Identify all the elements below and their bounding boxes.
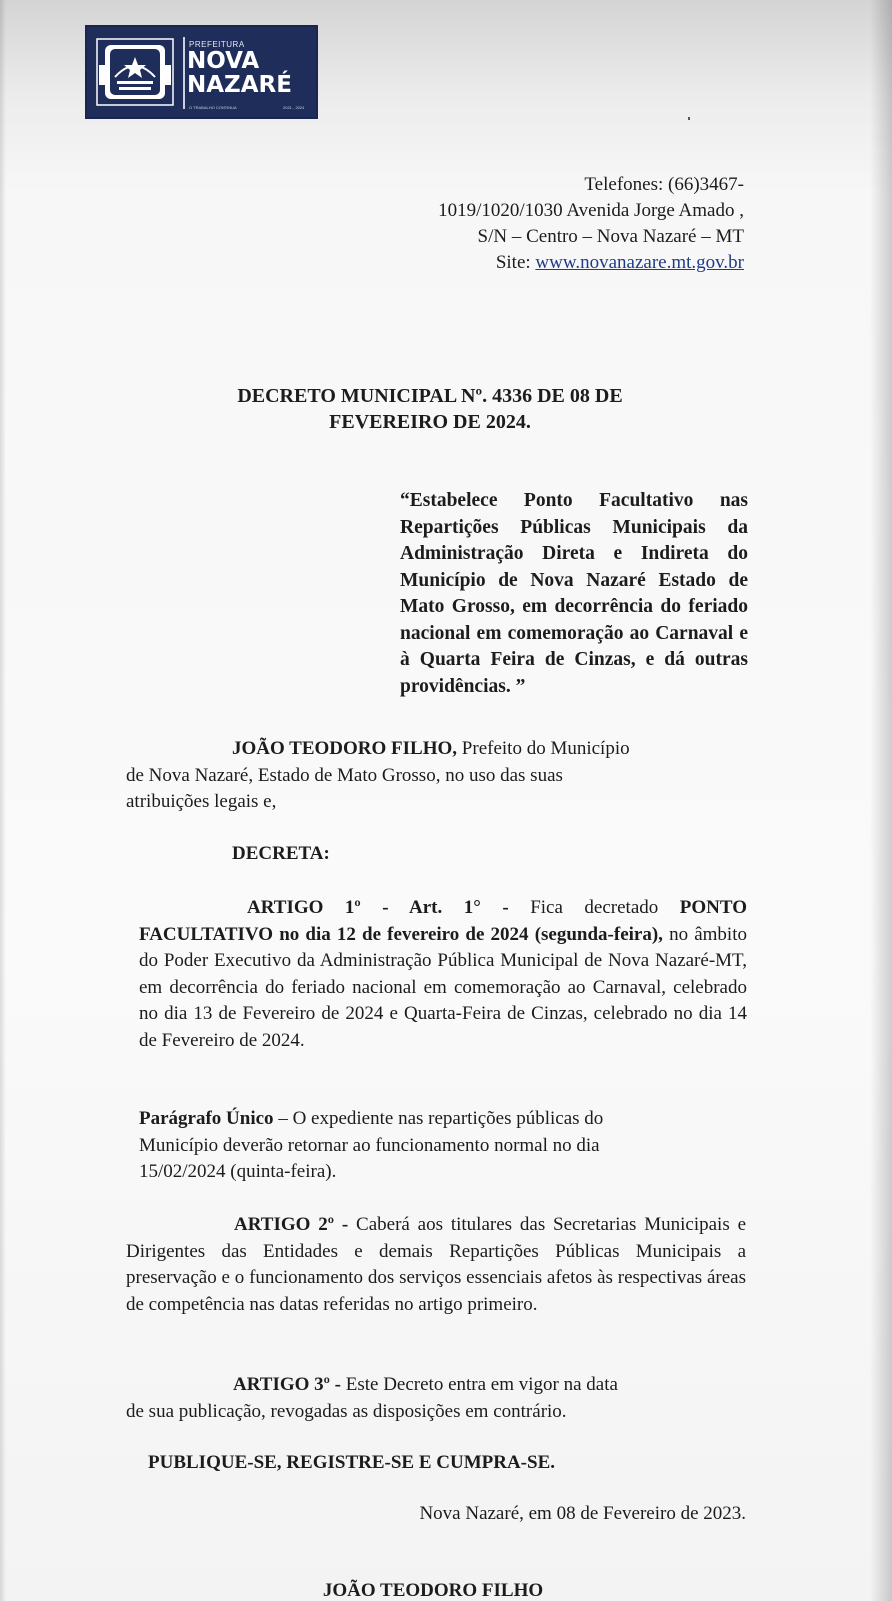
paragrafo-label: Parágrafo Único: [139, 1108, 274, 1129]
logo-year: 2021 - 2024: [283, 105, 305, 110]
decreta-heading: DECRETA:: [232, 843, 330, 864]
decree-intro: JOÃO TEODORO FILHO, Prefeito do Município de Nova Nazaré, Estado de Mato Grosso, no uso das suas atribuições legais e,: [126, 738, 630, 812]
decree-ementa: “Estabelece Ponto Facultativo nas Repartições Públicas Municipais da Administração Direta e Indireta do Município de Nova Nazaré Estado de Mato Grosso, em decorrência do feriado nacional em comemoração ao Carnaval e à Quarta Feira de Cinzas, e dá outras providências. ”: [400, 490, 748, 697]
logo-prefix: PREFEITURA: [189, 40, 245, 49]
signature-name: JOÃO TEODORO FILHO: [322, 1580, 544, 1601]
paragrafo-unico: Parágrafo Único – O expediente nas repartições públicas do Município deverão retornar ao funcionamento normal no dia 15/02/2024 (quinta-feira).: [139, 1108, 604, 1182]
site-link[interactable]: www.novanazare.mt.gov.br: [535, 252, 744, 273]
contact-block: [304, 172, 744, 276]
article-3: ARTIGO 3º - Este Decreto entra em vigor na data de sua publicação, revogadas as disposições em contrário.: [126, 1374, 618, 1422]
decree-title: DECRETO MUNICIPAL Nº. 4336 DE 08 DE FEVEREIRO DE 2024.: [237, 385, 623, 433]
municipal-emblem-icon: [95, 37, 175, 107]
contact-phones: Telefones: (66)3467-: [584, 174, 744, 195]
contact-site: Site: www.novanazare.mt.gov.br: [495, 252, 744, 273]
article-1-highlight: PONTO FACULTATIVO no dia 12 de fevereiro de 2024 (segunda-feira),: [139, 897, 747, 945]
article-3-label: ARTIGO 3º -: [233, 1374, 341, 1395]
contact-phones-cont: 1019/1020/1030 Avenida Jorge Amado ,: [438, 200, 744, 221]
article-1-label: ARTIGO 1º - Art. 1° -: [247, 897, 509, 918]
article-1: ARTIGO 1º - Art. 1° - Fica decretado PONTO FACULTATIVO no dia 12 de fevereiro de 2024 (segunda-feira), no âmbito do Poder Executivo da Administração Pública Municipal de Nova Nazaré-MT, em decorrência do feriado nacional em comemoração ao Carnaval, celebrado no dia 13 de Fevereiro de 2024 e Quarta-Feira de Cinzas, celebrado no dia 14 de Fevereiro de 2024.: [139, 897, 747, 1051]
contact-address: S/N – Centro – Nova Nazaré – MT: [477, 226, 744, 247]
logo-name: NOVA NAZARÉ: [187, 48, 292, 98]
article-2-label: ARTIGO 2º -: [234, 1214, 349, 1235]
logo-slogan: O TRABALHO CONTINUA: [189, 105, 237, 110]
place-date: Nova Nazaré, em 08 de Fevereiro de 2023.: [419, 1503, 746, 1524]
prefeitura-logo: [85, 25, 318, 119]
article-2: ARTIGO 2º - Caberá aos titulares das Secretarias Municipais e Dirigentes das Entidades e demais Repartições Públicas Municipais a preservação e o funcionamento dos serviços essenciais afetos às respectivas áreas de competência nas datas referidas no artigo primeiro.: [126, 1214, 747, 1315]
mayor-name: JOÃO TEODORO FILHO,: [232, 738, 458, 759]
publication-order: PUBLIQUE-SE, REGISTRE-SE E CUMPRA-SE.: [148, 1452, 555, 1473]
